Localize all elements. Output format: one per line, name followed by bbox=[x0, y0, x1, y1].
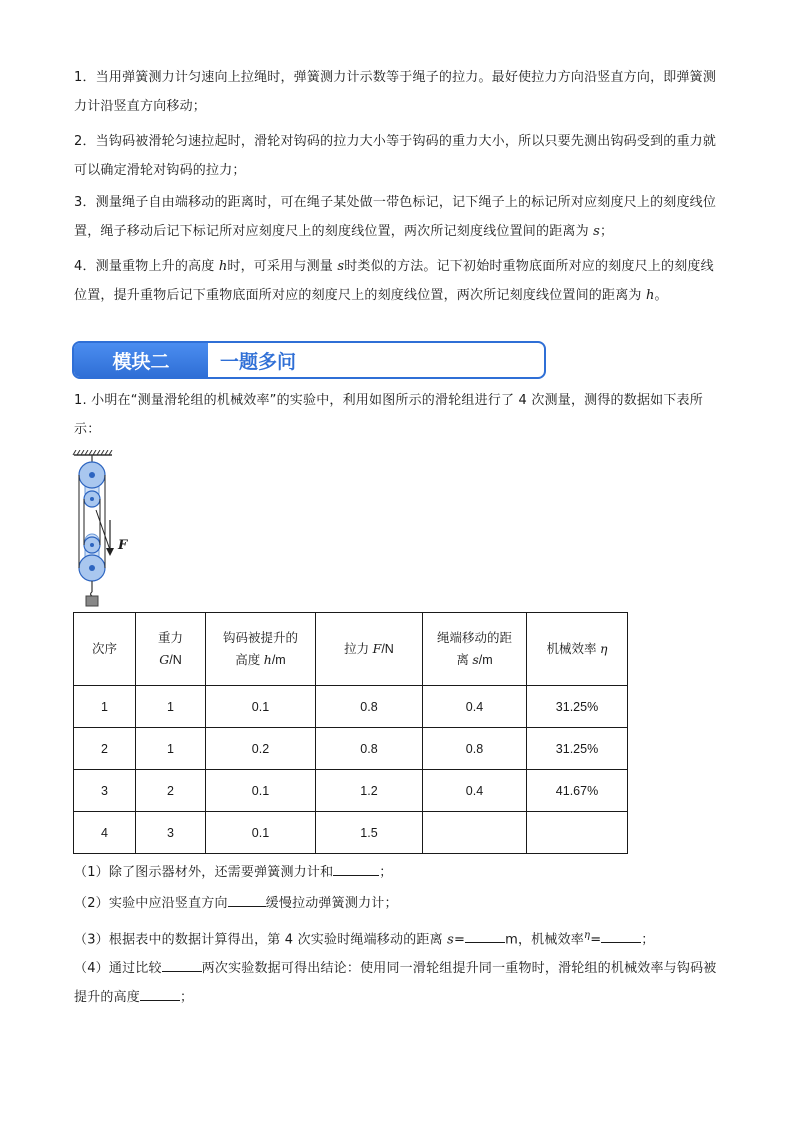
table-cell: 0.1 bbox=[206, 770, 316, 812]
subquestion-4: （4）通过比较 两次实验数据可得出结论：使用同一滑轮组提升同一重物时，滑轮组的机械效率与钩码被提升的高度 ； bbox=[74, 954, 724, 1012]
answer-blank[interactable] bbox=[333, 861, 379, 876]
answer-blank[interactable] bbox=[465, 928, 505, 943]
pulley-diagram bbox=[70, 450, 140, 608]
table-cell: 1 bbox=[136, 728, 206, 770]
table-cell: 31.25% bbox=[527, 728, 628, 770]
table-cell: 0.1 bbox=[206, 686, 316, 728]
table-cell: 2 bbox=[136, 770, 206, 812]
table-cell: 1.5 bbox=[316, 812, 423, 854]
force-label: F bbox=[118, 538, 128, 553]
subquestion-3: （3）根据表中的数据计算得出，第 4 次实验时绳端移动的距离 s= m，机械效率$^\eta$= ； bbox=[74, 930, 655, 948]
answer-blank[interactable] bbox=[140, 986, 180, 1001]
table-cell: 4 bbox=[74, 812, 136, 854]
table-cell bbox=[423, 812, 527, 854]
header-weight: 重力 G/N bbox=[136, 613, 206, 686]
note-2-text: 当钩码被滑轮匀速拉起时，滑轮对钩码的拉力大小等于钩码的重力大小，所以只要先测出钩码受到的重力就可以确定滑轮对钩码的拉力； bbox=[74, 134, 717, 178]
table-cell: 0.4 bbox=[423, 770, 527, 812]
header-order: 次序 bbox=[74, 613, 136, 686]
table-cell: 1 bbox=[136, 686, 206, 728]
header-distance: 绳端移动的距 离 s/m bbox=[423, 613, 527, 686]
table-row bbox=[74, 770, 628, 812]
table-cell bbox=[527, 812, 628, 854]
table-cell: 2 bbox=[74, 728, 136, 770]
table-cell: 0.1 bbox=[206, 812, 316, 854]
answer-blank[interactable] bbox=[162, 957, 202, 972]
note-1-text: 当用弹簧测力计匀速向上拉绳时，弹簧测力计示数等于绳子的拉力。最好使拉力方向沿竖直方向，即弹簧测力计沿竖直方向移动； bbox=[74, 70, 717, 114]
section-header bbox=[72, 341, 546, 379]
table-cell: 41.67% bbox=[527, 770, 628, 812]
table-cell: 0.8 bbox=[316, 728, 423, 770]
table-cell: 3 bbox=[74, 770, 136, 812]
table-cell: 3 bbox=[136, 812, 206, 854]
table-row bbox=[74, 686, 628, 728]
table-header-row bbox=[74, 613, 628, 686]
question-intro: 1. 小明在“测量滑轮组的机械效率”的实验中，利用如图所示的滑轮组进行了 4 次测量，测得的数据如下表所示： bbox=[74, 393, 703, 437]
table-cell: 0.4 bbox=[423, 686, 527, 728]
table-cell: 31.25% bbox=[527, 686, 628, 728]
table-cell: 1.2 bbox=[316, 770, 423, 812]
data-table bbox=[73, 612, 628, 854]
subquestion-1: （1）除了图示器材外，还需要弹簧测力计和 ； bbox=[74, 858, 724, 887]
note-3: 3．测量绳子自由端移动的距离时，可在绳子某处做一带色标记，记下绳子上的标记所对应刻度尺上的刻度线位置，绳子移动后记下标记所对应刻度尺上的刻度线位置，两次所记刻度线位置间的距离为 s； bbox=[74, 195, 717, 239]
note-1: 1．当用弹簧测力计匀速向上拉绳时，弹簧测力计示数等于绳子的拉力。最好使拉力方向沿竖直方向，即弹簧测力计沿竖直方向移动； bbox=[74, 70, 717, 114]
table-cell: 0.2 bbox=[206, 728, 316, 770]
table-row bbox=[74, 812, 628, 854]
answer-blank[interactable] bbox=[228, 892, 266, 907]
pulley-figure bbox=[70, 450, 140, 608]
header-force: 拉力 F/N bbox=[316, 613, 423, 686]
table-cell: 0.8 bbox=[316, 686, 423, 728]
section-label: 模块二 bbox=[74, 343, 208, 377]
note-4: 4．测量重物上升的高度 h时，可采用与测量 s时类似的方法。记下初始时重物底面所对应的刻度尺上的刻度线位置，提升重物后记下重物底面所对应的刻度尺上的刻度线位置，两次所记刻度线位置间的距离为 h。 bbox=[74, 259, 714, 303]
subquestion-2: （2）实验中应沿竖直方向 缓慢拉动弹簧测力计； bbox=[74, 889, 724, 918]
section-title: 一题多问 bbox=[220, 350, 297, 373]
answer-blank[interactable] bbox=[601, 928, 641, 943]
header-efficiency: 机械效率 η bbox=[527, 613, 628, 686]
table-cell: 1 bbox=[74, 686, 136, 728]
table-cell: 0.8 bbox=[423, 728, 527, 770]
header-height: 钩码被提升的 高度 h/m bbox=[206, 613, 316, 686]
note-2: 2．当钩码被滑轮匀速拉起时，滑轮对钩码的拉力大小等于钩码的重力大小，所以只要先测出钩码受到的重力就可以确定滑轮对钩码的拉力； bbox=[74, 134, 717, 178]
table-row bbox=[74, 728, 628, 770]
